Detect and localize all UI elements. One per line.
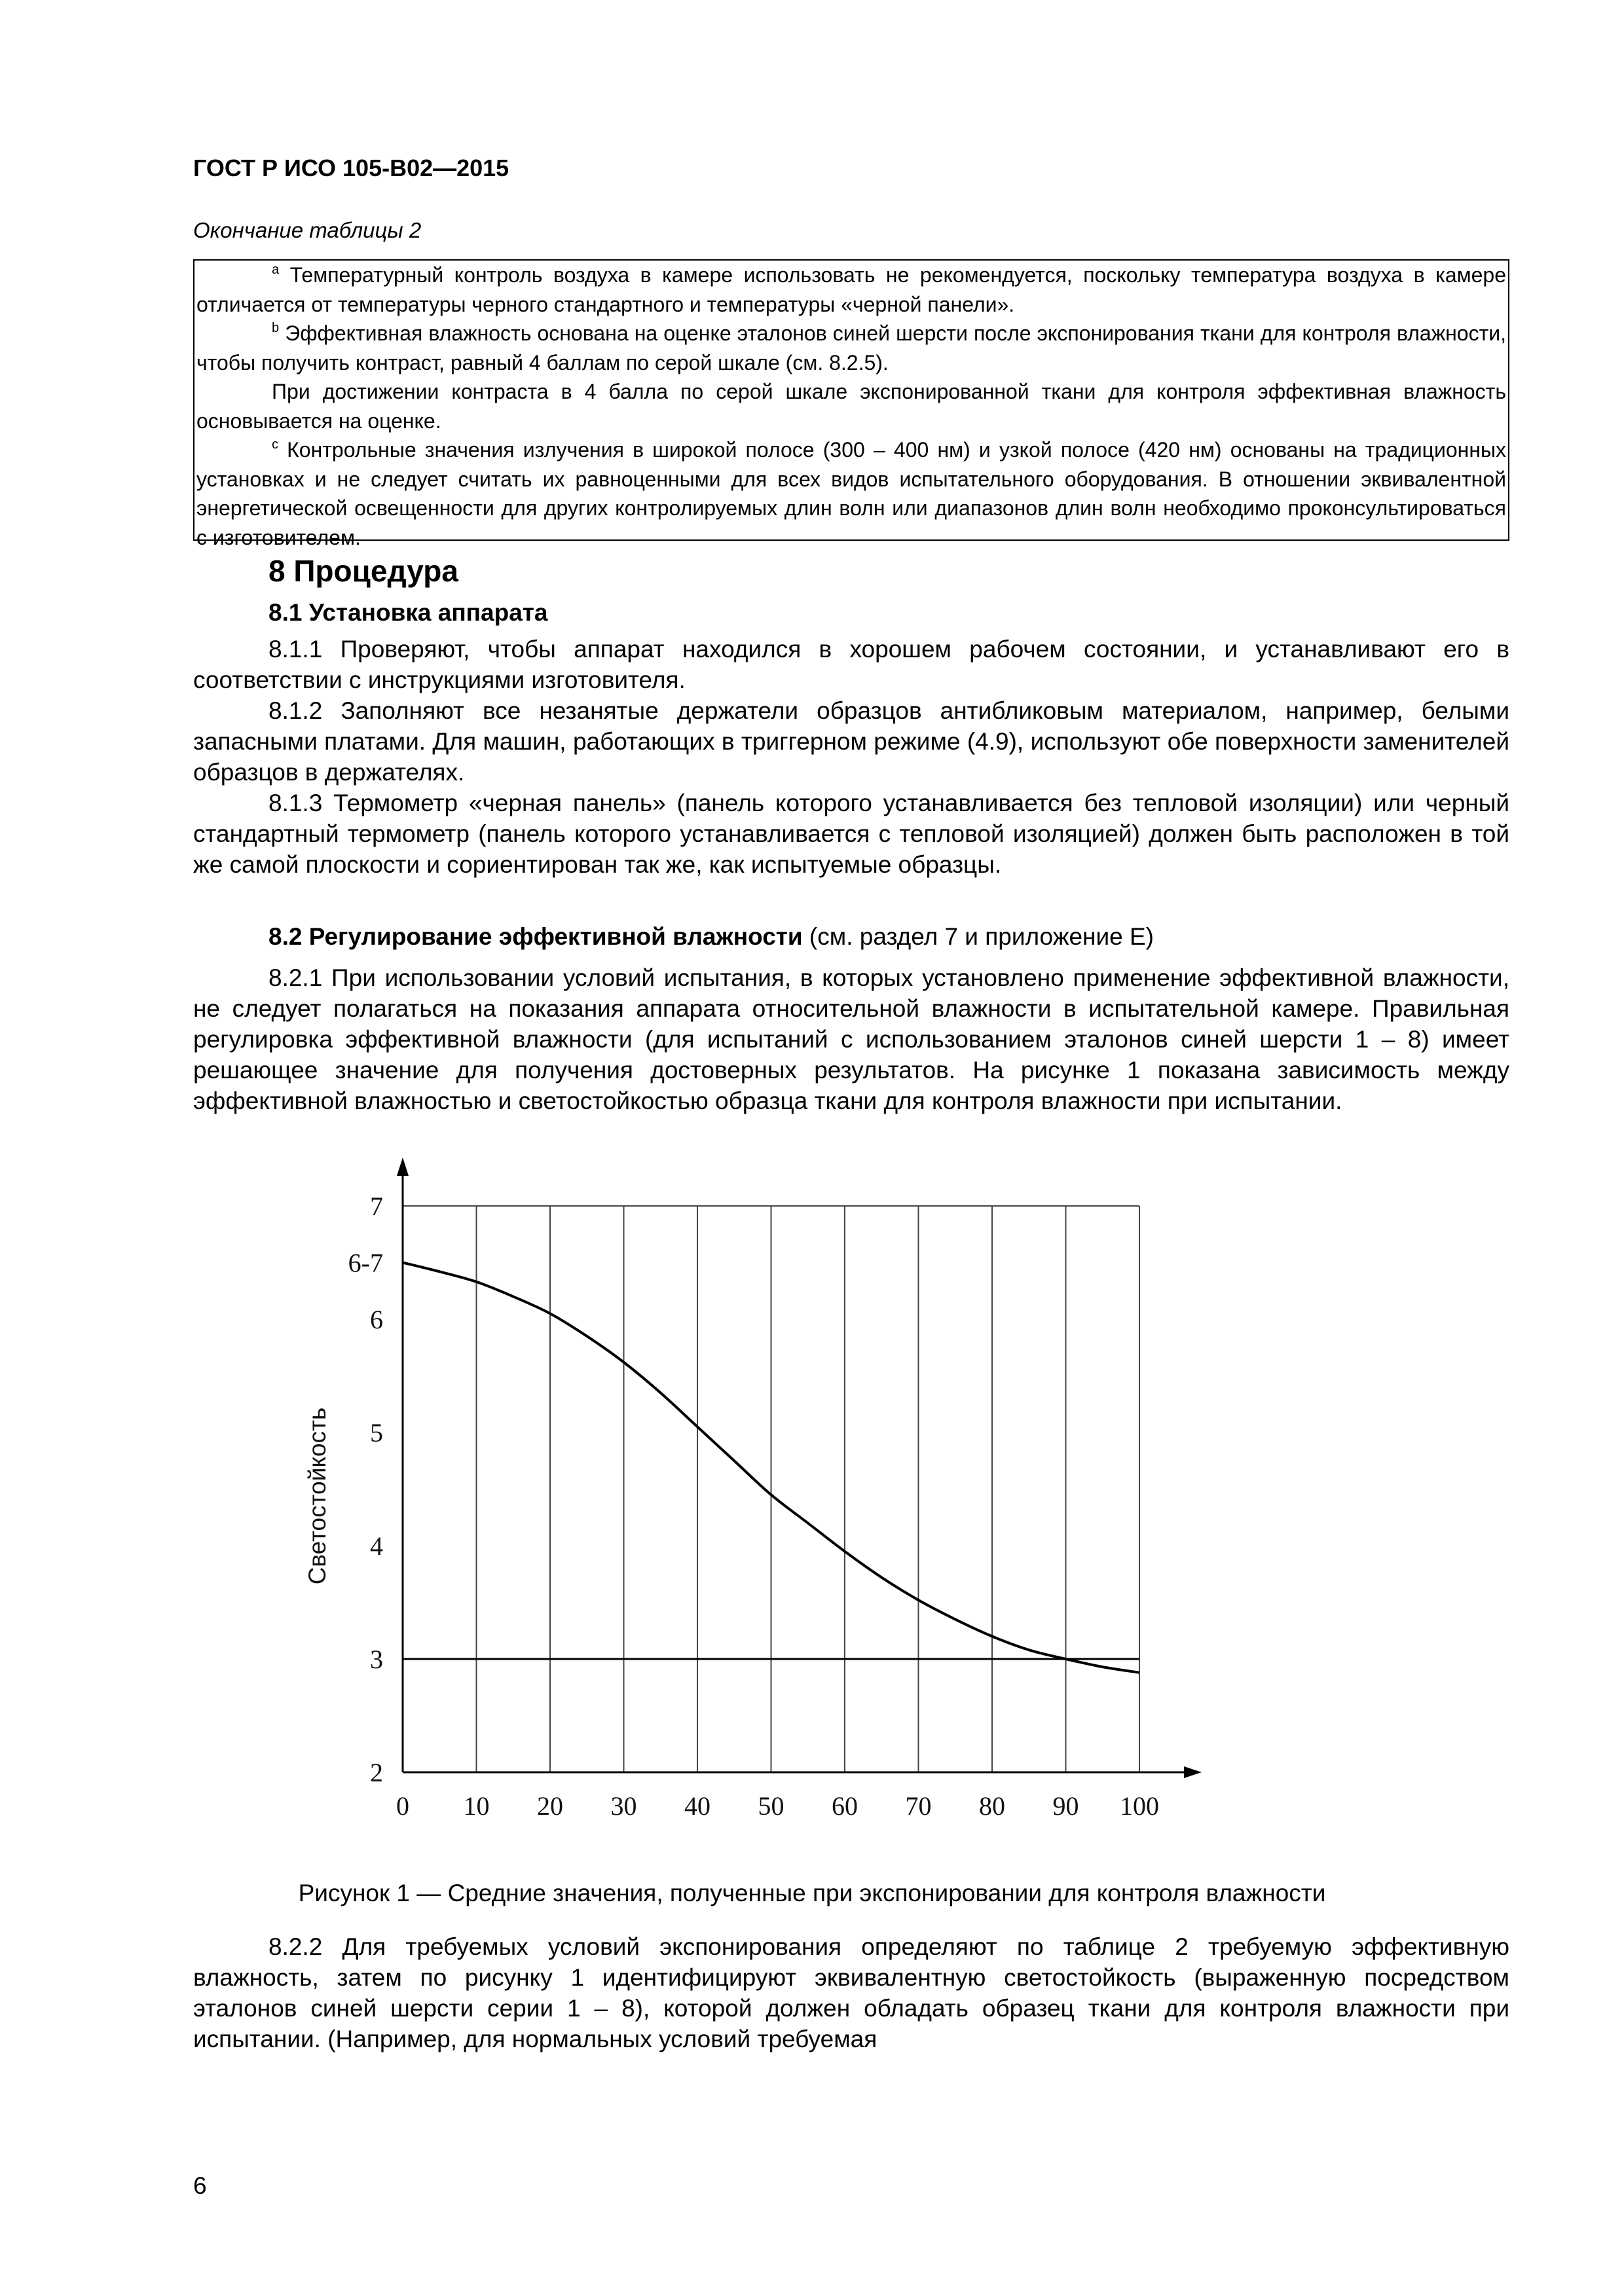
y-tick-label: 7 <box>370 1192 383 1221</box>
x-tick-label: 20 <box>537 1791 563 1821</box>
subsection-heading-8-2 <box>268 923 1154 951</box>
chart-axes <box>397 1157 1202 1778</box>
chart-tick-labels <box>348 1192 1159 1821</box>
footnote-mark: а <box>272 263 280 277</box>
footnote-b <box>196 319 1506 377</box>
footnote-b-continued <box>196 377 1506 435</box>
footnote-text: Контрольные значения излучения в широкой полосе (300 – 400 нм) и узкой полосе (420 нм) основаны на традиционных установках и не следует считать их равноценными для всех видов испытательного оборудования. В отношении эквивалентной энергетической освещенности для других контролируемых длин волн или диапазонов длин волн необходимо проконсультироваться с изготовителем. <box>196 438 1506 549</box>
x-tick-label: 10 <box>463 1791 490 1821</box>
chart-grid <box>403 1206 1139 1772</box>
page-number: 6 <box>193 2172 207 2199</box>
footnote-mark: b <box>272 321 280 335</box>
y-axis-label: Светостойкость <box>304 1407 331 1585</box>
paragraph-8-1-2: 8.1.2 Заполняют все незанятые держатели образцов антибликовым материалом, например, белыми запасными платами. Для машин, работающих в триггерном режиме (4.9), используют обе поверхности заменителей образцов в держателях. <box>193 697 1509 786</box>
paragraph-8-1-3: 8.1.3 Термометр «черная панель» (панель которого устанавливается без тепловой изоляции) или черный стандартный термометр (панель которого устанавливается с тепловой изоляцией) должен быть расположен в той же самой плоскости и сориентирован так же, как испытуемые образцы. <box>193 790 1509 878</box>
y-tick-label: 2 <box>370 1758 383 1787</box>
subsection-reference: (см. раздел 7 и приложение Е) <box>802 923 1154 950</box>
x-tick-label: 80 <box>979 1791 1005 1821</box>
footnote-text: Эффективная влажность основана на оценке эталонов синей шерсти после экспонирования ткани для контроля влажности, чтобы получить контраст, равный 4 баллам по серой шкале (см. 8.2.5). <box>196 321 1506 374</box>
x-tick-label: 40 <box>684 1791 710 1821</box>
y-axis-arrow <box>397 1157 409 1176</box>
y-tick-label: 6 <box>370 1305 383 1334</box>
humidity-lightfastness-chart <box>282 1152 1231 1859</box>
y-tick-label: 5 <box>370 1418 383 1448</box>
x-tick-label: 70 <box>905 1791 932 1821</box>
footnote-c <box>196 435 1506 552</box>
paragraph-8-1-1: 8.1.1 Проверяют, чтобы аппарат находился в хорошем рабочем состоянии, и устанавливают его в соответствии с инструкциями изготовителя. <box>193 636 1509 693</box>
paragraph-8-2-1: 8.2.1 При использовании условий испытания, в которых установлено применение эффективной влажности, не следует полагаться на показания аппарата относительной влажности в испытательной камере. Правильная регулировка эффективной влажности (для испытаний с использованием эталонов синей шерсти 1 – 8) имеет решающее значение для получения достоверных результатов. На рисунке 1 показана зависимость между эффективной влажностью и светостойкостью образца ткани для контроля влажности при испытании. <box>193 964 1509 1114</box>
x-axis-arrow <box>1184 1766 1202 1778</box>
y-tick-label: 4 <box>370 1531 383 1561</box>
y-tick-label: 6-7 <box>348 1248 383 1278</box>
x-tick-label: 0 <box>396 1791 409 1821</box>
table-continuation-label: Окончание таблицы 2 <box>193 218 422 242</box>
x-tick-label: 100 <box>1120 1791 1159 1821</box>
footnote-mark: с <box>272 437 278 452</box>
y-tick-label: 3 <box>370 1645 383 1674</box>
x-tick-label: 30 <box>610 1791 637 1821</box>
figure-caption: Рисунок 1 — Средние значения, полученные при экспонировании для контроля влажности <box>298 1880 1326 1906</box>
document-header-title: ГОСТ Р ИСО 105-В02—2015 <box>193 155 509 181</box>
x-tick-label: 50 <box>758 1791 784 1821</box>
footnote-a <box>196 261 1506 319</box>
footnote-text: При достижении контраста в 4 балла по серой шкале экспонированной ткани для контроля эффективная влажность основывается на оценке. <box>196 380 1506 433</box>
subsection-title: 8.2 Регулирование эффективной влажности <box>268 923 803 950</box>
section-heading: 8 Процедура <box>268 554 458 588</box>
footnote-text: Температурный контроль воздуха в камере использовать не рекомендуется, поскольку температура воздуха в камере отличается от температуры черного стандартного и температуры «черной панели». <box>196 263 1506 316</box>
x-tick-label: 60 <box>832 1791 858 1821</box>
paragraph-8-2-2: 8.2.2 Для требуемых условий экспонирования определяют по таблице 2 требуемую эффективную влажность, затем по рисунку 1 идентифицируют эквивалентную светостойкость (выраженную посредством эталонов синей шерсти серии 1 – 8), которой должен обладать образец ткани для контроля влажности при испытании. (Например, для нормальных условий требуемая <box>193 1933 1509 2052</box>
subsection-heading-8-1: 8.1 Установка аппарата <box>268 599 548 626</box>
table-footnotes-box <box>193 259 1509 549</box>
x-tick-label: 90 <box>1052 1791 1079 1821</box>
